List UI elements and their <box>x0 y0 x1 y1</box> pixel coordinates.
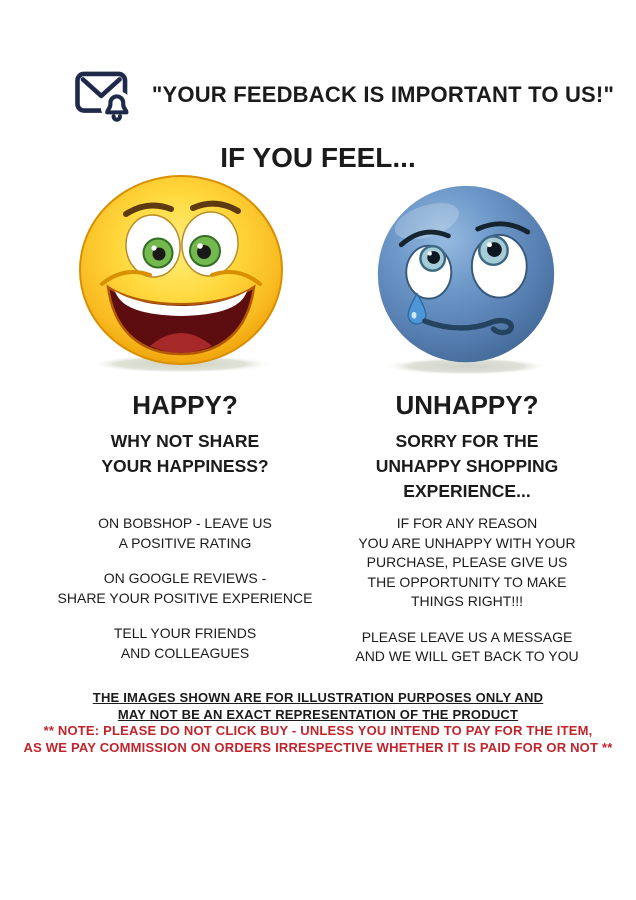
happy-body-group <box>35 514 335 553</box>
unhappy-subheading-line: UNHAPPY SHOPPING <box>375 456 559 476</box>
unhappy-subheading-line: EXPERIENCE... <box>403 481 531 501</box>
body-line: ON GOOGLE REVIEWS - <box>103 570 267 586</box>
happy-heading: HAPPY? <box>132 390 238 420</box>
unhappy-heading: UNHAPPY? <box>395 390 539 420</box>
body-line: AND COLLEAGUES <box>120 644 250 661</box>
body-line: TELL YOUR FRIENDS <box>113 625 257 641</box>
disclaimer-line: THE IMAGES SHOWN ARE FOR ILLUSTRATION PURPOSES ONLY AND <box>92 690 544 705</box>
happy-column <box>35 390 335 661</box>
happy-subheading <box>35 429 335 479</box>
happy-body-group <box>35 624 335 663</box>
body-line: SHARE YOUR POSITIVE EXPERIENCE <box>57 589 313 606</box>
unhappy-subheading-line: SORRY FOR THE <box>395 431 539 451</box>
body-line: YOU ARE UNHAPPY WITH YOUR <box>358 534 576 551</box>
mail-notification-icon <box>72 66 136 124</box>
body-line: ON BOBSHOP - LEAVE US <box>98 515 272 531</box>
body-line: THINGS RIGHT!!! <box>411 593 523 609</box>
unhappy-body-group <box>317 514 617 612</box>
happy-body <box>35 514 335 679</box>
happy-body-group <box>35 569 335 608</box>
body-line: PURCHASE, PLEASE GIVE US <box>366 554 568 570</box>
unhappy-subheading <box>317 429 617 504</box>
subtitle: IF YOU FEEL... <box>220 142 416 173</box>
header <box>72 66 616 124</box>
happy-subheading-line: WHY NOT SHARE <box>110 431 260 451</box>
page-title: "YOUR FEEDBACK IS IMPORTANT TO US!" <box>151 82 615 107</box>
unhappy-body <box>317 514 617 683</box>
body-line: A POSITIVE RATING <box>118 534 252 551</box>
disclaimer-line: MAY NOT BE AN EXACT REPRESENTATION OF THE PRODUCT <box>117 706 519 722</box>
body-line: IF FOR ANY REASON <box>396 515 538 531</box>
body-line: AND WE WILL GET BACK TO YOU <box>355 648 579 664</box>
note-line: ** NOTE: PLEASE DO NOT CLICK BUY - UNLESS YOU INTEND TO PAY FOR THE ITEM, <box>43 723 593 738</box>
unhappy-body-group <box>317 628 617 667</box>
happy-subheading-line: YOUR HAPPINESS? <box>101 456 269 476</box>
body-line: THE OPPORTUNITY TO MAKE <box>367 573 567 590</box>
footer-disclaimer <box>0 690 636 756</box>
unhappy-column <box>317 390 617 664</box>
note-line: AS WE PAY COMMISSION ON ORDERS IRRESPECTIVE WHETHER IT IS PAID FOR OR NOT ** <box>23 739 613 755</box>
body-line: PLEASE LEAVE US A MESSAGE <box>361 628 573 645</box>
sad-blue-face-image <box>368 182 564 381</box>
happy-smiley-face-image <box>74 174 288 379</box>
